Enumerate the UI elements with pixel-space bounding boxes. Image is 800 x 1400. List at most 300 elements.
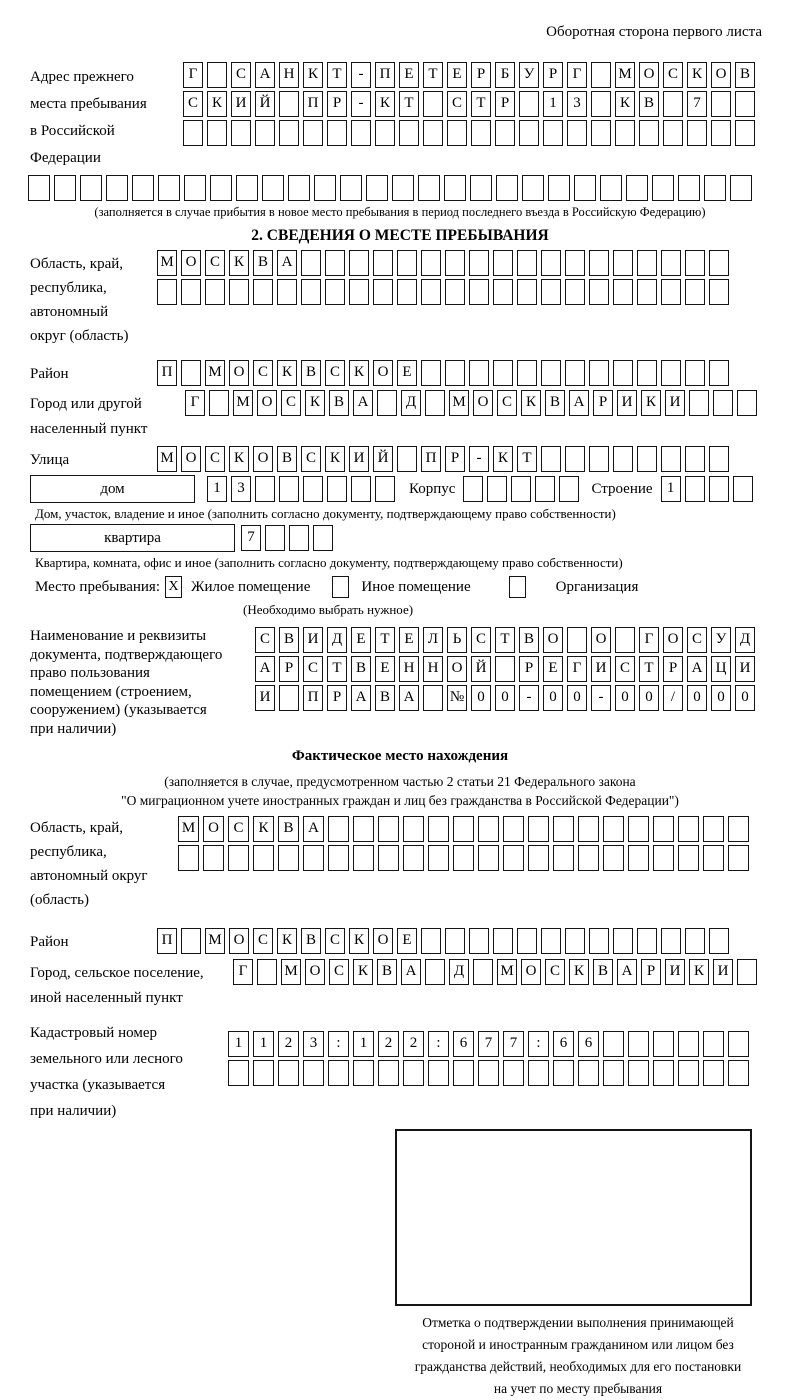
char-cell[interactable]: О bbox=[253, 446, 273, 472]
char-cell[interactable] bbox=[553, 1060, 574, 1086]
char-cell[interactable]: Т bbox=[327, 62, 347, 88]
char-cell[interactable]: М bbox=[178, 816, 199, 842]
char-cell[interactable]: И bbox=[735, 656, 755, 682]
char-cell[interactable] bbox=[559, 476, 579, 502]
char-cell[interactable] bbox=[728, 845, 749, 871]
char-cell[interactable]: Р bbox=[445, 446, 465, 472]
char-cell[interactable] bbox=[713, 390, 733, 416]
char-cell[interactable]: В bbox=[377, 959, 397, 985]
char-cell[interactable] bbox=[278, 845, 299, 871]
char-cell[interactable] bbox=[493, 279, 513, 305]
char-cell[interactable] bbox=[132, 175, 154, 201]
char-cell[interactable]: М bbox=[233, 390, 253, 416]
char-cell[interactable]: Д bbox=[735, 627, 755, 653]
char-cell[interactable] bbox=[661, 279, 681, 305]
char-cell[interactable]: П bbox=[157, 360, 177, 386]
char-cell[interactable] bbox=[447, 120, 467, 146]
char-cell[interactable]: Д bbox=[401, 390, 421, 416]
char-cell[interactable] bbox=[685, 250, 705, 276]
char-cell[interactable]: Е bbox=[397, 928, 417, 954]
char-cell[interactable] bbox=[279, 120, 299, 146]
char-cell[interactable]: К bbox=[305, 390, 325, 416]
char-cell[interactable]: - bbox=[591, 685, 611, 711]
char-cell[interactable]: 0 bbox=[639, 685, 659, 711]
char-cell[interactable] bbox=[228, 1060, 249, 1086]
char-cell[interactable] bbox=[229, 279, 249, 305]
char-cell[interactable] bbox=[663, 120, 683, 146]
char-cell[interactable] bbox=[203, 845, 224, 871]
char-cell[interactable]: Т bbox=[471, 91, 491, 117]
char-cell[interactable] bbox=[425, 390, 445, 416]
char-cell[interactable] bbox=[257, 959, 277, 985]
char-cell[interactable] bbox=[373, 250, 393, 276]
char-cell[interactable] bbox=[603, 1060, 624, 1086]
char-cell[interactable]: К bbox=[303, 62, 323, 88]
char-cell[interactable] bbox=[678, 175, 700, 201]
char-cell[interactable]: - bbox=[351, 91, 371, 117]
char-cell[interactable] bbox=[403, 1060, 424, 1086]
char-cell[interactable] bbox=[733, 476, 753, 502]
char-cell[interactable] bbox=[653, 845, 674, 871]
char-cell[interactable]: В bbox=[278, 816, 299, 842]
char-cell[interactable] bbox=[366, 175, 388, 201]
char-cell[interactable] bbox=[375, 120, 395, 146]
char-cell[interactable] bbox=[327, 120, 347, 146]
char-cell[interactable]: Т bbox=[375, 627, 395, 653]
char-cell[interactable]: Т bbox=[423, 62, 443, 88]
char-cell[interactable]: С bbox=[497, 390, 517, 416]
char-cell[interactable] bbox=[591, 91, 611, 117]
char-cell[interactable] bbox=[469, 928, 489, 954]
char-cell[interactable]: 3 bbox=[567, 91, 587, 117]
char-cell[interactable] bbox=[541, 360, 561, 386]
char-cell[interactable] bbox=[207, 62, 227, 88]
char-cell[interactable] bbox=[728, 816, 749, 842]
char-cell[interactable] bbox=[478, 1060, 499, 1086]
char-cell[interactable]: Т bbox=[495, 627, 515, 653]
char-cell[interactable] bbox=[445, 928, 465, 954]
char-cell[interactable] bbox=[517, 279, 537, 305]
char-cell[interactable]: В bbox=[277, 446, 297, 472]
char-cell[interactable] bbox=[528, 1060, 549, 1086]
char-cell[interactable]: Е bbox=[399, 627, 419, 653]
char-cell[interactable] bbox=[279, 91, 299, 117]
char-cell[interactable] bbox=[578, 845, 599, 871]
char-cell[interactable] bbox=[423, 685, 443, 711]
char-cell[interactable]: А bbox=[687, 656, 707, 682]
char-cell[interactable]: 1 bbox=[543, 91, 563, 117]
char-cell[interactable]: Ь bbox=[447, 627, 467, 653]
char-cell[interactable]: М bbox=[497, 959, 517, 985]
char-cell[interactable] bbox=[522, 175, 544, 201]
char-cell[interactable]: О bbox=[229, 360, 249, 386]
char-cell[interactable]: С bbox=[615, 656, 635, 682]
char-cell[interactable]: Й bbox=[255, 91, 275, 117]
char-cell[interactable] bbox=[615, 627, 635, 653]
char-cell[interactable]: Е bbox=[375, 656, 395, 682]
char-cell[interactable]: С bbox=[205, 250, 225, 276]
char-cell[interactable] bbox=[528, 816, 549, 842]
char-cell[interactable] bbox=[678, 1031, 699, 1057]
char-cell[interactable] bbox=[709, 250, 729, 276]
char-cell[interactable]: С bbox=[663, 62, 683, 88]
char-cell[interactable]: И bbox=[713, 959, 733, 985]
char-cell[interactable] bbox=[685, 446, 705, 472]
char-cell[interactable] bbox=[735, 120, 755, 146]
char-cell[interactable]: В bbox=[301, 360, 321, 386]
char-cell[interactable]: В bbox=[375, 685, 395, 711]
char-cell[interactable] bbox=[340, 175, 362, 201]
char-cell[interactable]: К bbox=[229, 250, 249, 276]
char-cell[interactable]: - bbox=[519, 685, 539, 711]
char-cell[interactable] bbox=[425, 959, 445, 985]
char-cell[interactable] bbox=[689, 390, 709, 416]
char-cell[interactable] bbox=[469, 279, 489, 305]
char-cell[interactable] bbox=[565, 360, 585, 386]
char-cell[interactable] bbox=[288, 175, 310, 201]
char-cell[interactable]: 2 bbox=[378, 1031, 399, 1057]
char-cell[interactable] bbox=[399, 120, 419, 146]
char-cell[interactable] bbox=[178, 845, 199, 871]
char-cell[interactable] bbox=[478, 816, 499, 842]
char-cell[interactable]: В bbox=[253, 250, 273, 276]
char-cell[interactable] bbox=[328, 1060, 349, 1086]
char-cell[interactable]: У bbox=[519, 62, 539, 88]
char-cell[interactable] bbox=[709, 476, 729, 502]
char-cell[interactable]: О bbox=[473, 390, 493, 416]
char-cell[interactable] bbox=[469, 250, 489, 276]
char-cell[interactable]: К bbox=[615, 91, 635, 117]
char-cell[interactable]: 0 bbox=[615, 685, 635, 711]
char-cell[interactable]: А bbox=[399, 685, 419, 711]
char-cell[interactable]: В bbox=[351, 656, 371, 682]
char-cell[interactable]: 7 bbox=[503, 1031, 524, 1057]
char-cell[interactable] bbox=[574, 175, 596, 201]
char-cell[interactable] bbox=[421, 250, 441, 276]
char-cell[interactable] bbox=[626, 175, 648, 201]
char-cell[interactable] bbox=[445, 360, 465, 386]
char-cell[interactable]: Г bbox=[567, 656, 587, 682]
char-cell[interactable] bbox=[313, 525, 333, 551]
char-cell[interactable]: А bbox=[255, 62, 275, 88]
char-cell[interactable]: 6 bbox=[578, 1031, 599, 1057]
char-cell[interactable]: Т bbox=[399, 91, 419, 117]
char-cell[interactable]: П bbox=[303, 685, 323, 711]
char-cell[interactable] bbox=[589, 279, 609, 305]
char-cell[interactable] bbox=[265, 525, 285, 551]
char-cell[interactable]: О bbox=[257, 390, 277, 416]
char-cell[interactable] bbox=[289, 525, 309, 551]
char-cell[interactable]: К bbox=[253, 816, 274, 842]
char-cell[interactable] bbox=[637, 446, 657, 472]
char-cell[interactable] bbox=[628, 816, 649, 842]
char-cell[interactable] bbox=[349, 279, 369, 305]
char-cell[interactable] bbox=[589, 250, 609, 276]
char-cell[interactable] bbox=[517, 928, 537, 954]
char-cell[interactable]: И bbox=[665, 390, 685, 416]
char-cell[interactable] bbox=[183, 120, 203, 146]
char-cell[interactable]: Г bbox=[639, 627, 659, 653]
char-cell[interactable] bbox=[685, 476, 705, 502]
char-cell[interactable] bbox=[685, 928, 705, 954]
char-cell[interactable]: Д bbox=[449, 959, 469, 985]
char-cell[interactable] bbox=[493, 928, 513, 954]
char-cell[interactable] bbox=[453, 845, 474, 871]
char-cell[interactable] bbox=[351, 120, 371, 146]
char-cell[interactable] bbox=[709, 360, 729, 386]
char-cell[interactable] bbox=[728, 1060, 749, 1086]
char-cell[interactable]: 0 bbox=[567, 685, 587, 711]
char-cell[interactable]: С bbox=[325, 360, 345, 386]
char-cell[interactable] bbox=[548, 175, 570, 201]
char-cell[interactable] bbox=[351, 476, 371, 502]
char-cell[interactable] bbox=[301, 250, 321, 276]
char-cell[interactable]: К bbox=[349, 928, 369, 954]
char-cell[interactable] bbox=[421, 928, 441, 954]
checkbox-residential[interactable]: X bbox=[165, 576, 182, 598]
char-cell[interactable]: К bbox=[207, 91, 227, 117]
char-cell[interactable]: И bbox=[617, 390, 637, 416]
char-cell[interactable] bbox=[511, 476, 531, 502]
char-cell[interactable] bbox=[711, 91, 731, 117]
char-cell[interactable] bbox=[541, 446, 561, 472]
char-cell[interactable]: Р bbox=[495, 91, 515, 117]
char-cell[interactable] bbox=[613, 928, 633, 954]
char-cell[interactable] bbox=[328, 845, 349, 871]
char-cell[interactable] bbox=[589, 360, 609, 386]
char-cell[interactable]: Е bbox=[447, 62, 467, 88]
char-cell[interactable] bbox=[709, 279, 729, 305]
char-cell[interactable] bbox=[528, 845, 549, 871]
char-cell[interactable]: В bbox=[735, 62, 755, 88]
char-cell[interactable]: Н bbox=[423, 656, 443, 682]
char-cell[interactable]: 7 bbox=[687, 91, 707, 117]
char-cell[interactable]: К bbox=[641, 390, 661, 416]
char-cell[interactable]: И bbox=[349, 446, 369, 472]
char-cell[interactable] bbox=[181, 928, 201, 954]
char-cell[interactable]: 1 bbox=[353, 1031, 374, 1057]
char-cell[interactable]: 2 bbox=[403, 1031, 424, 1057]
char-cell[interactable] bbox=[703, 1060, 724, 1086]
char-cell[interactable]: 0 bbox=[471, 685, 491, 711]
char-cell[interactable]: О bbox=[373, 360, 393, 386]
char-cell[interactable]: / bbox=[663, 685, 683, 711]
char-cell[interactable]: В bbox=[545, 390, 565, 416]
char-cell[interactable]: С bbox=[325, 928, 345, 954]
char-cell[interactable] bbox=[471, 120, 491, 146]
char-cell[interactable] bbox=[603, 845, 624, 871]
char-cell[interactable]: Л bbox=[423, 627, 443, 653]
char-cell[interactable] bbox=[543, 120, 563, 146]
char-cell[interactable]: Й bbox=[471, 656, 491, 682]
char-cell[interactable]: М bbox=[157, 250, 177, 276]
char-cell[interactable] bbox=[377, 390, 397, 416]
char-cell[interactable] bbox=[589, 928, 609, 954]
char-cell[interactable]: 0 bbox=[711, 685, 731, 711]
char-cell[interactable]: Р bbox=[327, 685, 347, 711]
char-cell[interactable] bbox=[578, 816, 599, 842]
char-cell[interactable]: Р bbox=[327, 91, 347, 117]
char-cell[interactable]: С bbox=[255, 627, 275, 653]
char-cell[interactable]: П bbox=[303, 91, 323, 117]
char-cell[interactable] bbox=[253, 1060, 274, 1086]
char-cell[interactable] bbox=[327, 476, 347, 502]
char-cell[interactable]: В bbox=[301, 928, 321, 954]
char-cell[interactable]: 1 bbox=[661, 476, 681, 502]
char-cell[interactable] bbox=[349, 250, 369, 276]
char-cell[interactable] bbox=[541, 279, 561, 305]
char-cell[interactable]: Г bbox=[185, 390, 205, 416]
char-cell[interactable] bbox=[519, 120, 539, 146]
char-cell[interactable] bbox=[303, 120, 323, 146]
char-cell[interactable] bbox=[711, 120, 731, 146]
char-cell[interactable] bbox=[301, 279, 321, 305]
char-cell[interactable] bbox=[478, 845, 499, 871]
char-cell[interactable] bbox=[553, 845, 574, 871]
char-cell[interactable] bbox=[603, 816, 624, 842]
char-cell[interactable] bbox=[685, 279, 705, 305]
char-cell[interactable] bbox=[28, 175, 50, 201]
char-cell[interactable] bbox=[703, 1031, 724, 1057]
char-cell[interactable]: Р bbox=[519, 656, 539, 682]
char-cell[interactable]: Г bbox=[233, 959, 253, 985]
char-cell[interactable]: А bbox=[569, 390, 589, 416]
char-cell[interactable]: О bbox=[447, 656, 467, 682]
char-cell[interactable]: С bbox=[253, 360, 273, 386]
char-cell[interactable] bbox=[567, 627, 587, 653]
char-cell[interactable] bbox=[325, 250, 345, 276]
char-cell[interactable]: Д bbox=[327, 627, 347, 653]
char-cell[interactable] bbox=[503, 816, 524, 842]
char-cell[interactable]: С bbox=[231, 62, 251, 88]
char-cell[interactable]: 0 bbox=[495, 685, 515, 711]
char-cell[interactable] bbox=[615, 120, 635, 146]
char-cell[interactable]: 7 bbox=[478, 1031, 499, 1057]
char-cell[interactable]: А bbox=[303, 816, 324, 842]
char-cell[interactable]: 1 bbox=[253, 1031, 274, 1057]
char-cell[interactable]: К bbox=[521, 390, 541, 416]
char-cell[interactable] bbox=[378, 845, 399, 871]
char-cell[interactable] bbox=[423, 120, 443, 146]
char-cell[interactable] bbox=[628, 1060, 649, 1086]
char-cell[interactable] bbox=[661, 446, 681, 472]
char-cell[interactable] bbox=[613, 446, 633, 472]
char-cell[interactable] bbox=[473, 959, 493, 985]
char-cell[interactable]: К bbox=[375, 91, 395, 117]
char-cell[interactable]: А bbox=[255, 656, 275, 682]
char-cell[interactable]: О bbox=[229, 928, 249, 954]
char-cell[interactable] bbox=[639, 120, 659, 146]
char-cell[interactable] bbox=[262, 175, 284, 201]
char-cell[interactable] bbox=[678, 845, 699, 871]
char-cell[interactable] bbox=[535, 476, 555, 502]
char-cell[interactable]: С bbox=[183, 91, 203, 117]
char-cell[interactable] bbox=[453, 816, 474, 842]
char-cell[interactable]: Н bbox=[279, 62, 299, 88]
char-cell[interactable]: О bbox=[543, 627, 563, 653]
char-cell[interactable]: Г bbox=[183, 62, 203, 88]
char-cell[interactable]: : bbox=[528, 1031, 549, 1057]
char-cell[interactable]: С bbox=[471, 627, 491, 653]
char-cell[interactable]: К bbox=[687, 62, 707, 88]
char-cell[interactable]: 2 bbox=[278, 1031, 299, 1057]
char-cell[interactable]: 3 bbox=[231, 476, 251, 502]
char-cell[interactable] bbox=[661, 360, 681, 386]
char-cell[interactable] bbox=[453, 1060, 474, 1086]
char-cell[interactable]: С bbox=[253, 928, 273, 954]
char-cell[interactable] bbox=[591, 120, 611, 146]
char-cell[interactable] bbox=[236, 175, 258, 201]
char-cell[interactable]: - bbox=[469, 446, 489, 472]
char-cell[interactable]: А bbox=[617, 959, 637, 985]
char-cell[interactable]: Р bbox=[663, 656, 683, 682]
char-cell[interactable] bbox=[403, 816, 424, 842]
char-cell[interactable] bbox=[628, 1031, 649, 1057]
char-cell[interactable]: Т bbox=[639, 656, 659, 682]
char-cell[interactable] bbox=[517, 250, 537, 276]
char-cell[interactable]: А bbox=[351, 685, 371, 711]
char-cell[interactable]: Й bbox=[373, 446, 393, 472]
char-cell[interactable]: Ц bbox=[711, 656, 731, 682]
char-cell[interactable]: К bbox=[325, 446, 345, 472]
char-cell[interactable] bbox=[255, 120, 275, 146]
char-cell[interactable] bbox=[469, 360, 489, 386]
char-cell[interactable]: М bbox=[157, 446, 177, 472]
char-cell[interactable]: : bbox=[328, 1031, 349, 1057]
char-cell[interactable]: С bbox=[303, 656, 323, 682]
char-cell[interactable] bbox=[541, 928, 561, 954]
char-cell[interactable] bbox=[495, 120, 515, 146]
char-cell[interactable] bbox=[565, 446, 585, 472]
checkbox-other-premises[interactable] bbox=[332, 576, 349, 598]
char-cell[interactable]: И bbox=[231, 91, 251, 117]
char-cell[interactable] bbox=[589, 446, 609, 472]
char-cell[interactable] bbox=[392, 175, 414, 201]
char-cell[interactable]: О bbox=[591, 627, 611, 653]
char-cell[interactable] bbox=[687, 120, 707, 146]
char-cell[interactable] bbox=[495, 656, 515, 682]
char-cell[interactable]: 0 bbox=[687, 685, 707, 711]
char-cell[interactable]: - bbox=[351, 62, 371, 88]
char-cell[interactable]: С bbox=[301, 446, 321, 472]
char-cell[interactable] bbox=[709, 928, 729, 954]
char-cell[interactable]: В bbox=[593, 959, 613, 985]
char-cell[interactable] bbox=[603, 1031, 624, 1057]
char-cell[interactable] bbox=[253, 279, 273, 305]
char-cell[interactable]: В bbox=[639, 91, 659, 117]
char-cell[interactable]: М bbox=[281, 959, 301, 985]
char-cell[interactable]: С bbox=[545, 959, 565, 985]
char-cell[interactable] bbox=[80, 175, 102, 201]
char-cell[interactable]: Е bbox=[397, 360, 417, 386]
char-cell[interactable] bbox=[470, 175, 492, 201]
char-cell[interactable] bbox=[553, 816, 574, 842]
char-cell[interactable] bbox=[403, 845, 424, 871]
char-cell[interactable] bbox=[423, 91, 443, 117]
char-cell[interactable]: Т bbox=[327, 656, 347, 682]
char-cell[interactable] bbox=[661, 250, 681, 276]
char-cell[interactable] bbox=[565, 928, 585, 954]
char-cell[interactable] bbox=[378, 816, 399, 842]
char-cell[interactable]: В bbox=[279, 627, 299, 653]
char-cell[interactable] bbox=[253, 845, 274, 871]
char-cell[interactable] bbox=[231, 120, 251, 146]
char-cell[interactable]: О bbox=[373, 928, 393, 954]
char-cell[interactable] bbox=[463, 476, 483, 502]
char-cell[interactable] bbox=[600, 175, 622, 201]
char-cell[interactable]: 1 bbox=[207, 476, 227, 502]
char-cell[interactable] bbox=[328, 816, 349, 842]
